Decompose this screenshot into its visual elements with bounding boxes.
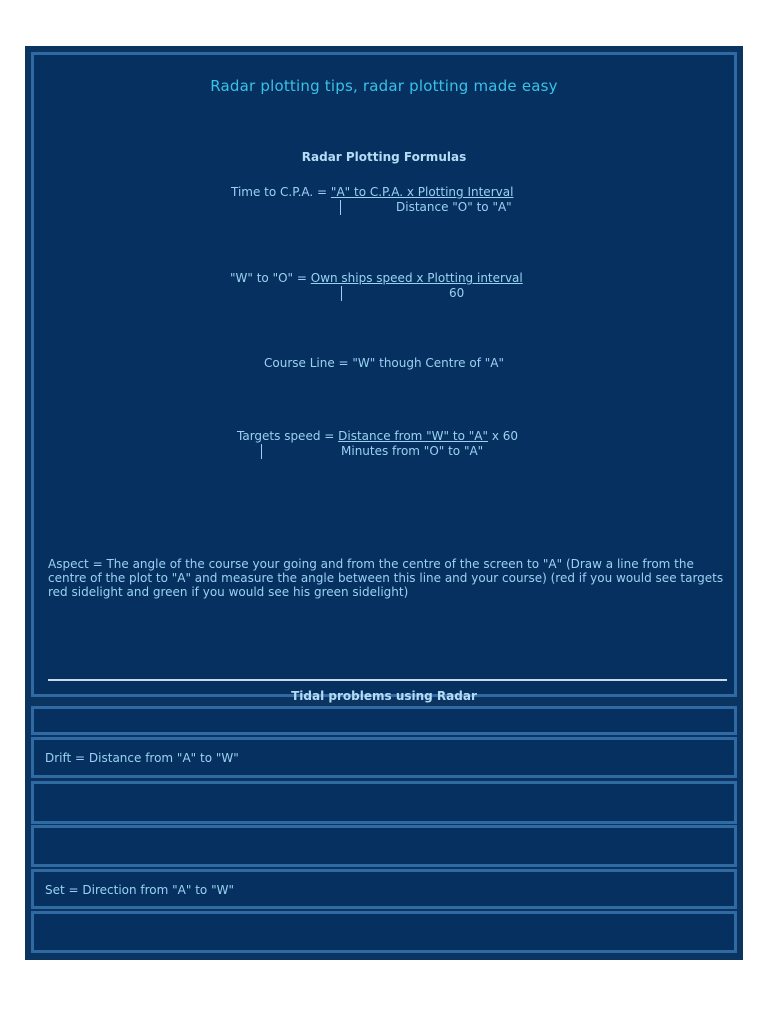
empty-row-2: [31, 781, 737, 824]
formula-w-to-o-denominator: 60: [449, 286, 465, 300]
tidal-heading: Tidal problems using Radar: [291, 689, 477, 703]
formula-targets-speed: [237, 429, 518, 443]
formula-time-to-cpa: [231, 185, 513, 199]
formula-w-to-o-lhs: "W" to "O" =: [230, 271, 311, 285]
formula-targets-speed-denominator: Minutes from "O" to "A": [341, 444, 484, 458]
formula-w-to-o-numerator: Own ships speed x Plotting interval: [310, 271, 523, 285]
page-title: Radar plotting tips, radar plotting made easy: [210, 77, 558, 95]
formula-time-to-cpa-denominator: Distance "O" to "A": [396, 200, 512, 214]
formula-time-to-cpa-divider: [340, 200, 341, 215]
section-divider: [48, 679, 727, 681]
formula-targets-speed-numerator: Distance from "W" to "A": [338, 429, 488, 443]
formula-targets-speed-divider: [261, 444, 262, 459]
empty-row-4: [31, 911, 737, 953]
main-panel: [31, 52, 737, 703]
formula-time-to-cpa-lhs: Time to C.P.A. =: [231, 185, 331, 199]
formula-targets-speed-lhs: Targets speed =: [237, 429, 339, 443]
empty-row-3: [31, 825, 737, 867]
formulas-heading: Radar Plotting Formulas: [301, 150, 467, 164]
page-frame: [25, 46, 743, 960]
course-line-text: Course Line = "W" though Centre of "A": [264, 356, 504, 370]
formula-targets-speed-suffix: x 60: [488, 429, 518, 443]
set-row: [31, 869, 737, 909]
set-text: Set = Direction from "A" to "W": [45, 883, 234, 897]
formula-time-to-cpa-numerator: "A" to C.P.A. x Plotting Interval: [330, 185, 514, 199]
drift-text: Drift = Distance from "A" to "W": [45, 751, 239, 765]
empty-row-1: [31, 706, 737, 735]
formula-w-to-o-divider: [341, 286, 342, 301]
formula-w-to-o: [230, 271, 523, 285]
drift-row: [31, 737, 737, 778]
aspect-paragraph: Aspect = The angle of the course your going and from the centre of the screen to "A" (Draw a line from the centre of the plot to "A" and measure the angle between this line and your course) (red if you would see targets red sidelight and green if you would see his green sidelight): [48, 557, 724, 599]
